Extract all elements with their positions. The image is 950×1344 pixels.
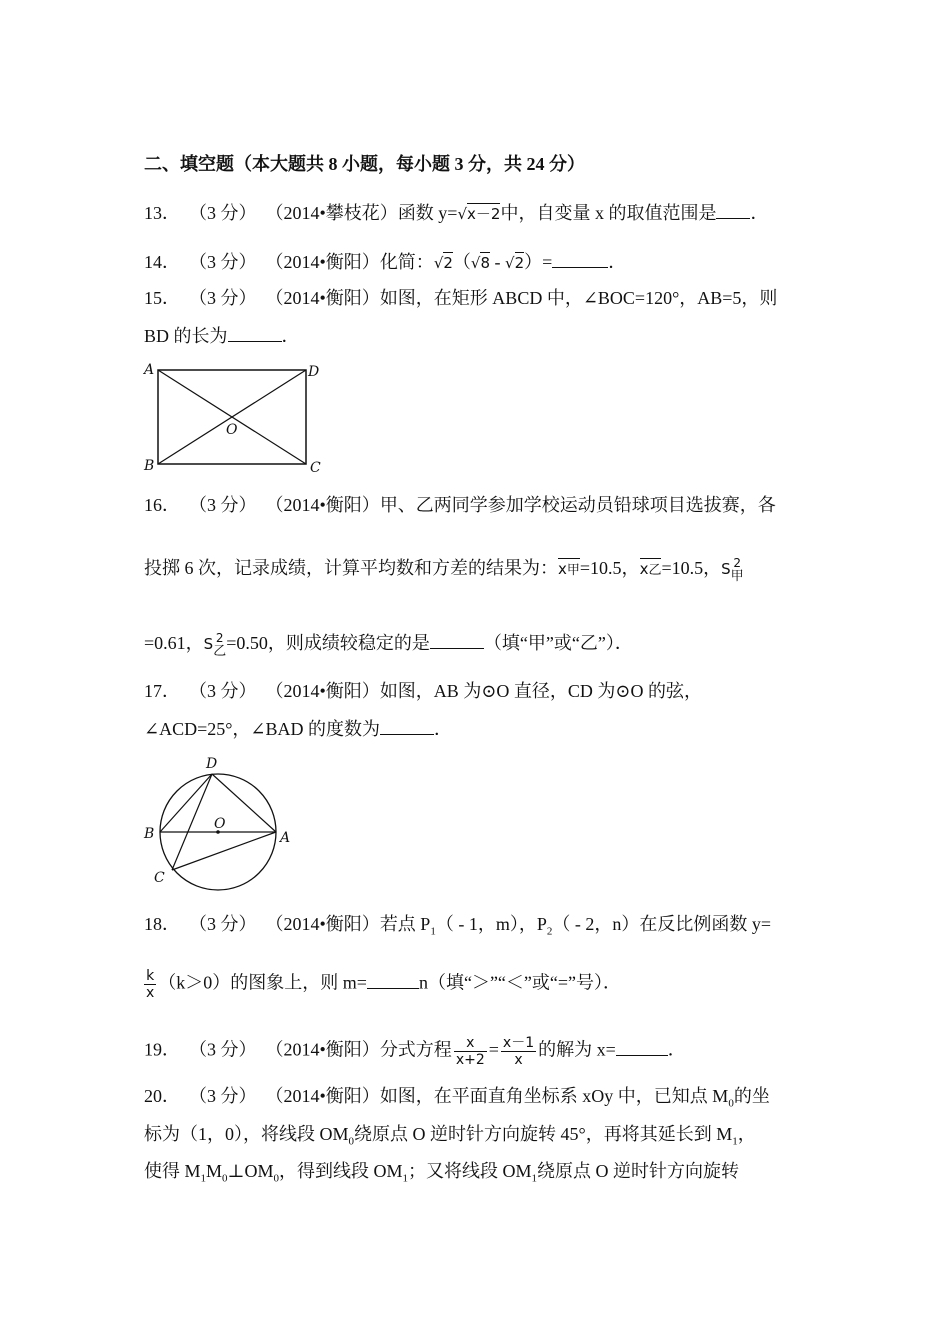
label-o: O: [226, 422, 238, 438]
chord-ca: [172, 832, 276, 870]
section-header: 二、填空题（本大题共 8 小题，每小题 3 分，共 24 分）: [144, 154, 585, 174]
label-d: D: [206, 756, 218, 772]
answer-blank: [616, 1037, 668, 1056]
label-c: C: [154, 870, 165, 886]
mean-jia: x甲: [558, 560, 580, 578]
label-o: O: [214, 816, 226, 832]
answer-blank: [552, 249, 608, 268]
question-16-line1: 16． （3 分） （2014•衡阳）甲、乙两同学参加学校运动员铅球项目选拔赛，各: [144, 495, 776, 515]
chord-dc: [172, 774, 212, 870]
answer-blank: [716, 200, 750, 219]
answer-blank: [367, 970, 419, 989]
question-17-line1: 17． （3 分） （2014•衡阳）如图，AB 为⊙O 直径，CD 为⊙O 的弦，: [144, 681, 702, 701]
question-16-line2: 投掷 6 次，记录成绩，计算平均数和方差的结果为：x甲=10.5，x乙=10.5，S 2 甲: [144, 555, 744, 584]
answer-blank: [228, 323, 282, 342]
question-16-line3: =0.61，S 2 乙 =0.50，则成绩较稳定的是 （填“甲”或“乙”）．: [144, 630, 633, 659]
mean-yi: x乙: [639, 560, 662, 578]
question-20-line2: 标为（1，0），将线段 $OM_0$绕原点 O 逆时针方向旋转 45°，再将其延长到 $M_1$，: [144, 1124, 756, 1148]
label-a: A: [144, 362, 155, 378]
question-13: 13． （3 分） （2014•攀枝花）函数 y=√x－2中，自变量 x 的取值范围是 ．: [144, 200, 768, 226]
label-d: D: [308, 364, 320, 380]
circle-figure: [140, 750, 300, 895]
answer-blank: [380, 716, 434, 735]
fraction-right: $\frac{x-1}{x}$: [502, 1035, 535, 1068]
variance-yi: S 2 乙: [203, 630, 227, 659]
radicand: x－2: [467, 205, 501, 223]
label-c: C: [310, 460, 321, 476]
question-18-line1: 18． （3 分） （2014•衡阳）若点 $P_1( - 1$，m），$P_2( - 2$，n）在反比例函数 y=: [144, 914, 771, 938]
variance-jia: S 2 甲: [721, 555, 744, 584]
question-15-line1: 15． （3 分） （2014•衡阳）如图，在矩形 ABCD 中，∠BOC=120°，AB=5，则: [144, 288, 778, 308]
label-b: B: [144, 826, 155, 842]
label-a: A: [280, 830, 291, 846]
question-17-line2: ∠ACD=25°，∠BAD 的度数为 ．: [144, 716, 452, 741]
question-15-line2: BD 的长为 ．: [144, 323, 300, 348]
question-14: 14． （3 分） （2014•衡阳）化简：√2（√8 - √2）= ．: [144, 249, 626, 275]
question-18-line2: $\frac{k}{x}$ （k＞0）的图象上，则 m= n（填“＞”“＜”或“=”号）．: [146, 968, 622, 1001]
fraction-k-over-x: $\frac{k}{x}$: [146, 968, 155, 1001]
question-20-line3: 使得 $M_1M_0\perp OM_0$，得到线段 $OM_1$；又将线段 $OM_1$绕原点 O 逆时针方向旋转: [144, 1161, 739, 1185]
label-b: B: [144, 458, 155, 474]
question-20-line1: 20． （3 分） （2014•衡阳）如图，在平面直角坐标系 xOy 中，已知点 $M_0$的坐: [144, 1086, 770, 1110]
question-19: 19． （3 分） （2014•衡阳）分式方程 $\frac{x}{x+2}$ = $\frac{x-1}{x}$ 的解为 x= ．: [144, 1035, 686, 1068]
fraction-left: $\frac{x}{x+2}$: [455, 1035, 485, 1068]
answer-blank: [430, 630, 484, 649]
rectangle-figure: [140, 360, 330, 480]
